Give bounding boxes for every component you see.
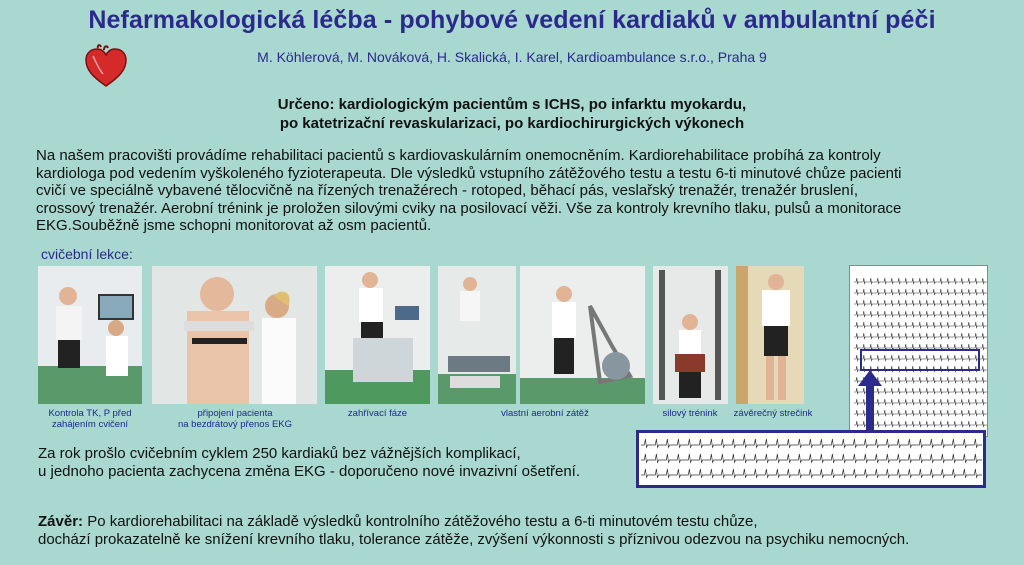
lessons-label: cvičební lekce:	[41, 246, 133, 262]
ecg-trace	[854, 289, 987, 295]
photo-caption	[470, 408, 620, 419]
caption-line: zahájením cvičení	[51, 419, 129, 430]
authors-line: M. Köhlerová, M. Nováková, H. Skalická, I. Karel, Kardioambulance s.r.o., Praha 9	[257, 49, 767, 65]
intended-line-1: Určeno: kardiologickým pacientům s ICHS, po infarktu myokardu,	[277, 96, 747, 113]
ecg-strip-image	[636, 430, 986, 488]
photo-strength	[653, 266, 728, 404]
ecg-trace	[854, 278, 987, 284]
caption-line: zahřívací fáze	[347, 408, 408, 419]
ecg-trace	[854, 333, 987, 339]
ecg-trace	[641, 439, 982, 447]
photo-caption	[650, 408, 730, 419]
caption-line: na bezdrátový přenos EKG	[177, 419, 293, 430]
conclusion-line: Po kardiorehabilitaci na základě výsledků kontrolního zátěžového testu a 6-ti minutovém testu chůze,	[83, 513, 758, 530]
conclusion-line-1	[38, 513, 909, 531]
photo-ecg-attach	[152, 266, 317, 404]
intro-line: Na našem pracovišti provádíme rehabilitaci pacientů s kardiovaskulárním onemocněním. Kardiorehabilitace probíhá za kontroly	[36, 147, 881, 164]
intended-for	[0, 95, 1024, 133]
stats-line: u jednoho pacienta zachycena změna EKG - doporučeno nové invazivní ošetření.	[38, 463, 581, 480]
photo-caption	[30, 408, 150, 430]
arrow-up-icon	[858, 370, 882, 432]
photo-aerobic-treadmill	[438, 266, 516, 404]
caption-line: připojení pacienta	[197, 408, 273, 419]
ecg-trace	[854, 300, 987, 306]
photo-warmup	[325, 266, 430, 404]
stats-line: Za rok prošlo cvičebním cyklem 250 kardiaků bez vážnějších komplikací,	[38, 445, 521, 462]
intro-paragraph	[36, 147, 986, 235]
ecg-highlight-frame	[860, 349, 980, 371]
photo-bp-check	[38, 266, 142, 404]
intro-line: cvičí ve speciálně vybavené tělocvičně na řízených trenažérech - rotoped, běhací pás, veslařský trenažér, trenažér bruslení,	[36, 182, 859, 199]
intro-line: crossový trenažér. Aerobní trénink je proložen silovými cviky na posilovací věži. Vše za kontroly krevního tlaku, pulsů a monitorace	[36, 199, 902, 217]
photo-stretching	[736, 266, 804, 404]
photo-caption	[730, 408, 816, 419]
intro-line: EKG.Souběžně jsme schopni monitorovat až osm pacientů.	[36, 217, 432, 234]
ecg-trace	[641, 469, 982, 477]
poster-title: Nefarmakologická léčba - pohybové vedení kardiaků v ambulantní péči	[88, 6, 936, 34]
caption-line: vlastní aerobní zátěž	[501, 408, 589, 419]
intro-line: kardiologa pod vedením vyškoleného fyzioterapeuta. Dle výsledků vstupního zátěžového testu a testu 6-ti minutové chůze pacienti	[36, 164, 902, 182]
ecg-trace	[854, 322, 987, 328]
photo-caption	[160, 408, 310, 430]
caption-line: závěrečný strečink	[733, 408, 813, 419]
photo-caption	[325, 408, 430, 419]
caption-line: silový trénink	[662, 408, 718, 419]
caption-line: Kontrola TK, P před	[48, 408, 132, 419]
ecg-trace	[854, 311, 987, 317]
conclusion-line: dochází prokazatelně ke snížení krevního tlaku, tolerance zátěže, zvýšení výkonnosti s příznivou odezvou na psychiku nemocných.	[38, 531, 910, 548]
conclusion-text	[38, 513, 909, 549]
photo-aerobic-crosstrainer	[520, 266, 645, 404]
ecg-trace	[641, 454, 982, 462]
conclusion-label: Závěr:	[38, 513, 84, 530]
stats-text	[38, 445, 580, 481]
intended-line-2: po katetrizační revaskularizaci, po kardiochirurgických výkonech	[279, 115, 745, 132]
